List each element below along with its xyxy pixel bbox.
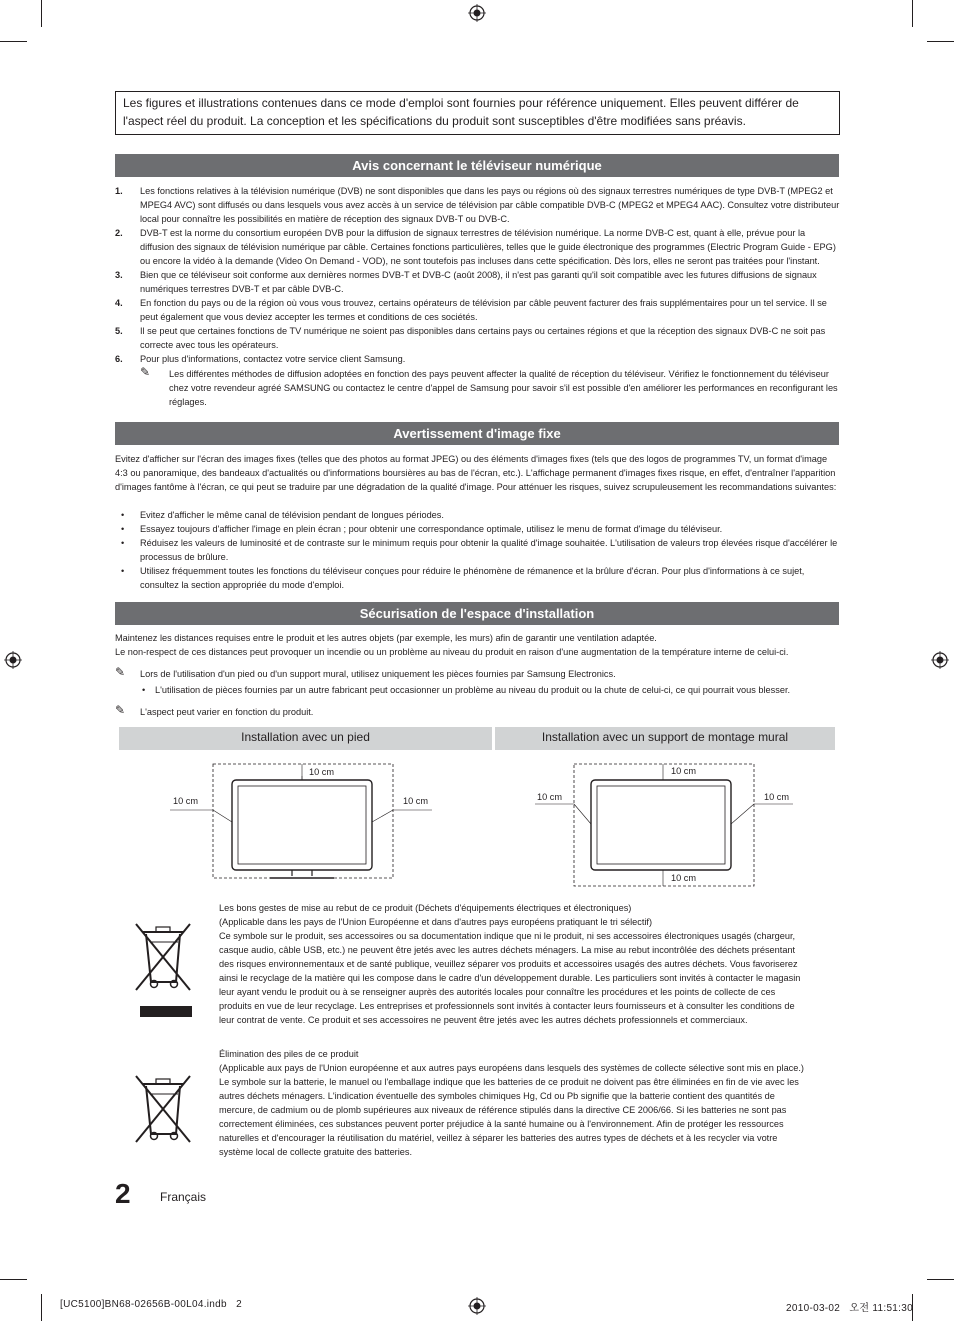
weee-text [219,901,809,1027]
crop-mark [927,41,954,42]
list-item: 4. En fonction du pays ou de la région où vous vous trouvez, certains opérateurs de télévision par câble peuvent facturer des frais supplémentaires pour un tel service. Il se peut également que vous deviez accepter les termes et conditions de ces sociétés. [115,298,827,322]
battery-text [219,1047,809,1159]
battery-body: Le symbole sur la batterie, le manuel ou l'emballage indique que les batteries de ce produit ne doivent pas être éliminées en fin de vie avec les autres déchets ménagers. L'indication éventuelle des symboles chimiques Hg, Cd ou Pb signifie que la batterie contient des quantités de mercure, de cadmium ou de plomb supérieures aux niveaux de référence stipulés dans la directive CE 2006/66. Si les batteries ne sont pas correctement éliminées, ces substances peuvent porter préjudice à la santé humaine ou à l'environnement. Afin de protéger les ressources naturelles et d'encourager la réutilisation du matériel, veillez à séparer les batteries des autres types de déchets et à les recycler via votre système local de collecte gratuite des batteries. [219,1077,799,1157]
dim-top-stand: 10 cm [309,767,335,777]
registration-mark-icon [4,651,22,669]
page-language: Français [160,1190,207,1204]
weee-subtitle: (Applicable dans les pays de l'Union Européenne et dans d'autres pays européens pratiquant le tri sélectif) [219,917,653,927]
crop-mark [41,1294,42,1321]
installation-intro-2: Le non-respect de ces distances peut provoquer un incendie ou un problème au niveau du produit en raison d'une augmentation de la température interne de celui-ci. [115,647,789,657]
list-item: • Utilisez fréquemment toutes les fonctions du téléviseur conçues pour réduire le phénomène de rémanence et la brûlure d'écran. Pour plus d'informations à ce sujet, consultez la section appropriée du mode d'emploi. [121,566,805,590]
registration-mark-icon [468,4,486,22]
dim-right-wall: 10 cm [764,792,790,802]
note: ✎ Les différentes méthodes de diffusion adoptées en fonction des pays peuvent affecter la qualité de réception du téléviseur. Vérifiez le fonctionnement du téléviseur chez votre revendeur agréé SAMSUNG ou contactez le centre d'appel de Samsung pour savoir s'il est possible d'en améliorer les performances en reconfigurant les réglages. [140,365,838,407]
weee-body: Ce symbole sur le produit, ses accessoires ou sa documentation indique que ni le produit, ni ses accessoires électroniques usagés (chargeur, casque audio, câble USB, etc.) ne peuvent être jetés avec les autres déchets ménagers. La mise au rebut incontrôlée des déchets présentant des risques environnementaux et de santé publique, veuillez séparer vos produits et accessoires usagés des autres déchets. Vous favoriserez ainsi le recyclage de la matière qui les compose dans le cadre d'un développement durable. Les particuliers sont invités à contacter le magasin leur ayant vendu le produit ou à se renseigner auprès des autorités locales pour connaître les procédures et les points de collecte de ces produits en vue de leur recyclage. Les entreprises et professionnels sont invités à contacter leurs fournisseurs et à consulter les conditions de leur contrat de vente. Ce produit et ses accessoires ne peuvent être jetés avec les autres déchets professionnels et commerciaux. [219,931,801,1025]
wall-installation-diagram [535,762,795,888]
crop-mark [41,0,42,27]
crop-mark [0,41,27,42]
dim-left-wall: 10 cm [537,792,563,802]
dim-top-wall: 10 cm [671,766,697,776]
crop-mark [927,1279,954,1280]
pencil-note-icon: ✎ [115,703,126,717]
list-item: • Essayez toujours d'afficher l'image en plein écran ; pour obtenir une correspondance optimale, utilisez le menu de format d'image du téléviseur. [121,524,723,534]
list-item: 1. Les fonctions relatives à la télévision numérique (DVB) ne sont disponibles que dans les pays ou régions où des signaux terrestres numériques de type DVB-T (MPEG2 et MPEG4 AVC) sont diffusés ou dans lesquels vous avez accès à un service de télévision par câble compatible DVB-C (MPEG2 et MPEG4 AAC). Consultez votre distributeur local pour connaître les possibilités en matière de réception des signaux DVB-T ou DVB-C. [115,186,840,224]
list-item: 3. Bien que ce téléviseur soit conforme aux dernières normes DVB-T et DVB-C (août 2008), il n'est pas garanti qu'il soit compatible avec les futures diffusions de signaux numériques terrestres DVB-T et par câble DVB-C. [115,270,817,294]
still-image-intro: Evitez d'afficher sur l'écran des images fixes (telles que des photos au format JPEG) ou des éléments d'images fixes (tels que des logos de programmes TV, un format d'image 4:3 ou panoramique, des bandeaux d'actualités ou d'informations boursières au bas de l'écran, etc.). L'affichage permanent d'images fixes risque, en effet, d'entraîner l'apparition d'images fantôme à l'écran, ce qui peut se traduire par une dégradation de la qualité d'image. Pour atténuer les risques, suivez scrupuleusement les recommandations suivantes: [115,454,837,492]
list-item: • Evitez d'afficher le même canal de télévision pendant de longues périodes. [121,510,444,520]
section-title-still-image: Avertissement d'image fixe [115,422,839,445]
column-header-wall: Installation avec un support de montage mural [495,727,835,750]
column-header-stand: Installation avec un pied [119,727,492,750]
crossed-wheelie-bin-icon [132,920,194,1020]
crop-mark [0,1279,27,1280]
stand-installation-diagram [170,762,440,887]
footer-file-name: [UC5100]BN68-02656B-00L04.indb 2 [60,1299,242,1310]
section-title-digital-tv: Avis concernant le téléviseur numérique [115,154,839,177]
battery-subtitle: (Applicable aux pays de l'Union européenne et aux autres pays européens dans lesquels des systèmes de collecte sélective sont mis en place.) [219,1063,804,1073]
weee-title: Les bons gestes de mise au rebut de ce produit (Déchets d'équipements électriques et électroniques) [219,903,632,913]
pencil-note-icon: ✎ [115,665,126,679]
footer-timestamp: 2010-03-02 오전 11:51:30 [786,1303,913,1314]
disclaimer-box: Les figures et illustrations contenues dans ce mode d'emploi sont fournies pour référence uniquement. Elles peuvent différer de l'aspect réel du produit. La conception et les spécifications du produit sont susceptibles d'être modifiées sans préavis. [115,91,840,135]
list-item: 6. Pour plus d'informations, contactez votre service client Samsung. [115,354,406,364]
installation-note-2: ✎ L'aspect peut varier en fonction du produit. [115,703,314,717]
pencil-note-icon: ✎ [140,365,151,379]
digital-tv-list [115,184,840,409]
list-item: • Réduisez les valeurs de luminosité et de contraste sur le minimum requis pour obtenir la qualité d'image souhaitée. L'utilisation de valeurs trop élevées risque d'accélérer le processus de brûlure. [121,538,838,562]
registration-mark-icon [931,651,949,669]
still-image-bullets [115,508,840,592]
battery-title: Élimination des piles de ce produit [219,1049,359,1059]
registration-mark-icon [468,1297,486,1315]
crossed-wheelie-bin-icon [132,1072,194,1148]
list-item: 5. Il se peut que certaines fonctions de TV numérique ne soient pas disponibles dans certains pays ou certaines régions et que la réception des signaux DVB-C ne soit pas correcte avec tous les opérateurs. [115,326,826,350]
page-number: 2 [115,1178,131,1209]
installation-note-1: ✎ Lors de l'utilisation d'un pied ou d'un support mural, utilisez uniquement les pièces fournies par Samsung Electronics. • L'utilisation de pièces fournies par un autre fabricant peut occasionner un problème au niveau du produit ou la chute de celui-ci, ce qui pourrait vous blesser. [115,667,840,697]
crop-mark [912,0,913,27]
list-item: • L'utilisation de pièces fournies par un autre fabricant peut occasionner un problème au niveau du produit ou la chute de celui-ci, ce qui pourrait vous blesser. [142,685,791,695]
section-title-installation: Sécurisation de l'espace d'installation [115,602,839,625]
dim-bottom-wall: 10 cm [671,873,697,883]
installation-intro-1: Maintenez les distances requises entre le produit et les autres objets (par exemple, les murs) afin de garantir une ventilation adaptée. [115,633,657,643]
dim-left-stand: 10 cm [173,796,199,806]
list-item: 2. DVB-T est la norme du consortium européen DVB pour la diffusion de signaux terrestres de télévision numérique. La norme DVB-C est, quant à elle, prévue pour la diffusion des signaux de télévision numérique par câble. Certaines fonctions particulières, telles que le guide électronique des programmes (Electric Program Guide - EPG) ou encore la vidéo à la demande (Video On Demand - VOD), ne sont toutefois pas incluses dans cette spécification. Dès lors, elles ne seront pas traitées pour l'instant. [115,228,836,266]
dim-right-stand: 10 cm [403,796,429,806]
